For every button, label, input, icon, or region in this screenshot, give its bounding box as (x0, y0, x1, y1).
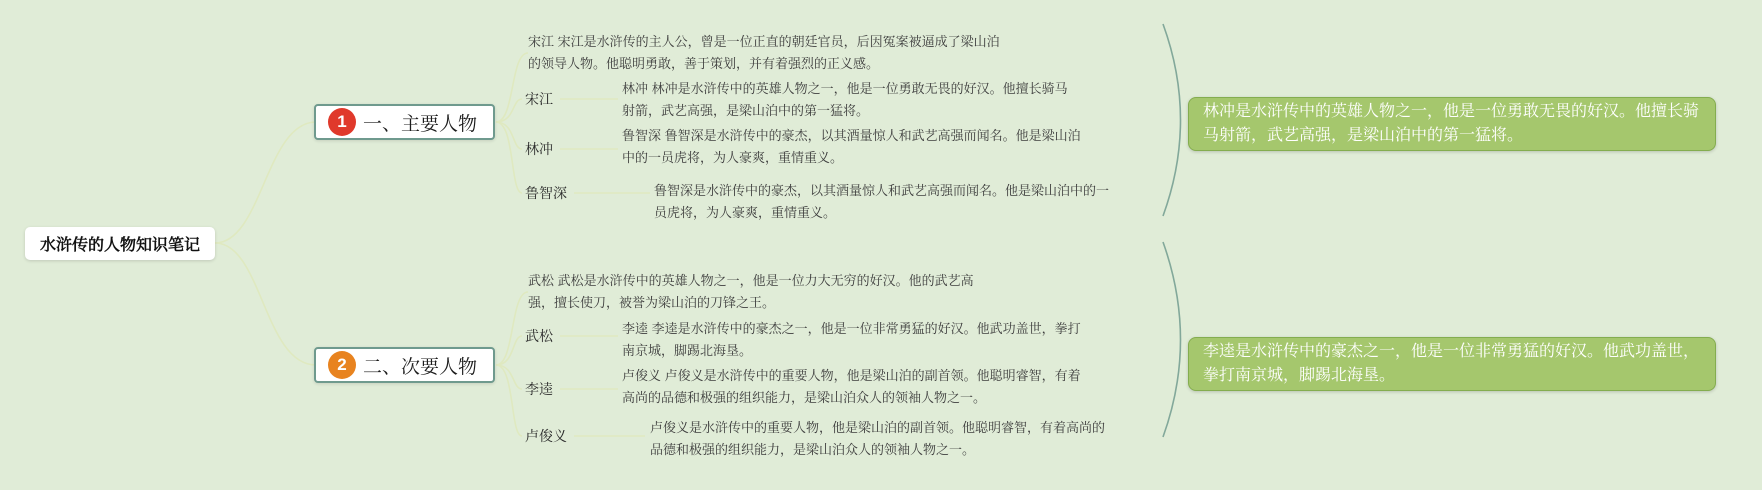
child-node-songjiang[interactable]: 宋江 (525, 91, 553, 107)
desc-under-linchong[interactable]: 鲁智深 鲁智深是水浒传中的豪杰，以其酒量惊人和武艺高强而闻名。他是梁山泊中的一员虎将，为人豪爽，重情重义。 (622, 128, 1081, 165)
branch-label: 二、次要人物 (363, 356, 478, 378)
badge-2-icon: 2 (328, 351, 356, 379)
desc-under-likui[interactable]: 卢俊义 卢俊义是水浒传中的重要人物，他是梁山泊的副首领。他聪明睿智，有着高尚的品德和极强的组织能力，是梁山泊众人的领袖人物之一。 (622, 368, 1081, 405)
summary-box-linchong[interactable]: 林冲是水浒传中的英雄人物之一，他是一位勇敢无畏的好汉。他擅长骑马射箭，武艺高强，是梁山泊中的第一猛将。 (1188, 97, 1716, 151)
child-node-linchong[interactable]: 林冲 (525, 141, 553, 157)
root-node[interactable]: 水浒传的人物知识笔记 (25, 227, 215, 260)
desc-under-lujunyi[interactable]: 卢俊义是水浒传中的重要人物，他是梁山泊的副首领。他聪明睿智，有着高尚的品德和极强的组织能力，是梁山泊众人的领袖人物之一。 (650, 420, 1106, 457)
desc-wusong-intro[interactable]: 武松 武松是水浒传中的英雄人物之一，他是一位力大无穷的好汉。他的武艺高强，擅长使刀，被誉为梁山泊的刀锋之王。 (528, 273, 974, 310)
branch-label: 一、主要人物 (363, 113, 478, 135)
child-node-wusong[interactable]: 武松 (525, 328, 553, 344)
child-node-likui[interactable]: 李逵 (525, 381, 553, 397)
summary-box-likui[interactable]: 李逵是水浒传中的豪杰之一，他是一位非常勇猛的好汉。他武功盖世，拳打南京城，脚踢北海垦。 (1188, 337, 1716, 391)
branch-node-secondary-characters[interactable] (314, 347, 495, 383)
desc-under-luzhishen[interactable]: 鲁智深是水浒传中的豪杰，以其酒量惊人和武艺高强而闻名。他是梁山泊中的一员虎将，为人豪爽，重情重义。 (654, 183, 1110, 220)
child-node-luzhishen[interactable]: 鲁智深 (525, 185, 567, 201)
desc-under-wusong[interactable]: 李逵 李逵是水浒传中的豪杰之一，他是一位非常勇猛的好汉。他武功盖世，拳打南京城，脚踢北海垦。 (622, 321, 1081, 358)
desc-under-songjiang[interactable]: 林冲 林冲是水浒传中的英雄人物之一，他是一位勇敢无畏的好汉。他擅长骑马射箭，武艺高强，是梁山泊中的第一猛将。 (622, 81, 1068, 118)
summary-bracket-arcs (1163, 24, 1181, 437)
child-node-lujunyi[interactable]: 卢俊义 (525, 428, 567, 444)
badge-1-icon: 1 (328, 108, 356, 136)
branch-node-main-characters[interactable] (314, 104, 495, 140)
desc-songjiang-intro[interactable]: 宋江 宋江是水浒传的主人公，曾是一位正直的朝廷官员，后因冤案被逼成了梁山泊的领导人物。他聪明勇敢，善于策划，并有着强烈的正义感。 (528, 34, 1000, 71)
